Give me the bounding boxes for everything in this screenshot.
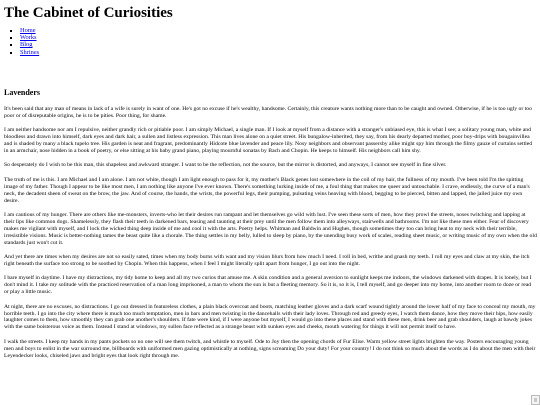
post-paragraph: At night, there are no excuses, no distractions. I go out dressed in featureless clothes, a plain black overcoat and boots, matching leather gloves and a dark scarf wound tightly around the lower half of my face to conceal my mouth, my horrible teeth. I go into the city where there is much too much temptation, men in bars and men twisting in the dancehalls with their lady loves. Through red and greedy eyes, I watch them dance, how they move their hips, how easily laughter comes to them, how smoothly they can grab one another's shoulders. If fate were kind, if I were anyone but myself, I would go into these places and stand with these men, drink beer and grab shoulders, laugh at bawdy jokes with the same boisterous voice as them. Instead I stand at windows, my sullen face reflected as a strange beast with sunken eyes and cheeks, mouth watering for things it will not permit itself to have. (4, 303, 536, 331)
post-paragraph: So desperately do I wish to be this man, this shapeless and awkward stranger. I want to be the reflection, not the source, but the mirror is distorted, and anyways, I cannot see myself in fine silver. (4, 162, 447, 169)
nav-link-home[interactable]: Home (20, 27, 36, 34)
nav-link-blog[interactable]: Blog (20, 41, 33, 49)
site-title: The Cabinet of Curiosities (4, 5, 173, 21)
nav-item-blog (20, 41, 537, 48)
post-paragraph: It's been said that any man of means in lack of a wife is surely in want of one. He's got no excuse if he's wealthy, handsome. Certainly, this creature wants nothing more than to be caught and owned. Otherwise, if he is too ugly or too poor or of disreputable origins, he is to be pities. Poor thing, for shame. (4, 105, 532, 119)
post-title: Lavenders (4, 87, 40, 97)
post-paragraph: I am neither handsome nor am I repulsive, neither grandly rich or pitiable poor. I am simply Michael, a single man. If I look at myself from a distance with a stranger's unbiased eye, this is what I see; a solitary young man, white and bloodless and drawn into himself, dark eyes and dark hair, a sullen and listless expression. This man lives alone on a quiet street. His bungalow-inherited, they say, from his dearly departed mother, poor boy-drips with bougainvillea and is shaded by many a black tupelo tree. His garden is neat and fragrant, predominantly Hidcote blue lavender and peace lily. Nosy neighbors and observant passersby alike might spy him through the filmy gauze of curtains settled in an armchair, nose hidden in a book of poetry, or else sitting at his baby grand piano, playing mournful sonatas by Bach and Chopin. He keeps to himself. His neighbors call him shy. (4, 127, 533, 154)
nav-item-shrines (20, 49, 537, 56)
site-navigation (4, 27, 537, 56)
scrollbar-thumb[interactable] (534, 398, 537, 402)
post-paragraph: I am cautious of my hunger. There are others like me-monsters, inverts-who let their desires run rampant and let themselves go wild with lust. I've seen these sorts of men, how they prowl the streets, noses twitching and lapping at their lips like common dogs. Shamelessly, they flash their teeth in darkened bars, teasing and taunting at their prey until the men follow them into alleyways, stairwells and bathrooms. I'm not like these men either. Fear of discovery makes me vigilant with myself, and I lock the wicked thing deep inside of me and cool it with the arts. Poetry helps. Whitman and Baldwin and Hughes, though sometimes they too can bring heat to my neck with their terrible, irresistible visions. Music is better-nothing tames the beast quite like a chorale. The thing settles in my belly, lulled to sleep by piano, by the unending busy work of scales, reading sheet music, or writing music of my own when the old standards just won't cut it. (4, 211, 537, 246)
nav-link-works[interactable]: Works (20, 34, 37, 42)
post-body (4, 106, 537, 360)
post-paragraph: I bare myself in daytime. I have my distractions, my tidy home to keep and all my two curios that amuse me. A skin condition and a general aversion to sunlight keeps me indoors, the windows darkened with drapes. It is lonely, but I don't mind it. I take my solitude with the practiced reservation of a man long imprisoned, a man to whom the sun is but a fleeting memory. So it is, so it is, I tell myself, and go deeper into my home, into another room to doze or read or play a little music. (4, 275, 532, 296)
scrollbar[interactable] (531, 395, 540, 405)
nav-item-home (20, 27, 537, 34)
post-paragraph: And yet there are times when my desires are not so easily sated, times when my body burns with want and my vision blurs from how much I need. I roll in bed, writhe and gnash my teeth. I roll my eyes and claw at my skin, the itch right beneath the surface too strong to be soothed by Chopin. When this happens, when I feel I might literally split apart from hunger, I go out into the night. (4, 254, 530, 267)
nav-item-works (20, 34, 537, 41)
post-paragraph: I walk the streets. I keep my hands in my pants pockets so no one will see them twitch, and whistle to myself. Ode to Joy then the opening chords of Fur Elise. Warm yellow street lights brighten the way. Posters encouraging young men and boys to enlist in the war surround me, billboards with uniformed men gazing optimistically at nothing, signs screaming Do your duty! For your country! I do not think so much about the words as I do about the men with their Leyendecker looks, chiseled jaws and bright eyes that look right through me. (4, 338, 536, 359)
post-paragraph: The truth of me is this. I am Michael and I am alone. I am not white, though I am light enough to pass for it, my mother's Black genes lost somewhere in the coil of my hair, the fullness of my mouth. I've been told I'm the spitting image of my father. Though I appear to be like most men, I am nothing like anyone I've ever known. There's something lurking inside of me, a foul thing that makes me queer and untouchable. I crave, endlessly, the curve of a man's neck, the decadent sheen of sweat on the brow, the jaw. And of course, the hands, the wrists, the powerful legs, their pumping, pulsating veins heaving with blood, begging to be pierced, bitten and lapped, the jailed juice my own desire. (4, 176, 530, 204)
nav-link-shrines[interactable]: Shrines (20, 48, 40, 56)
